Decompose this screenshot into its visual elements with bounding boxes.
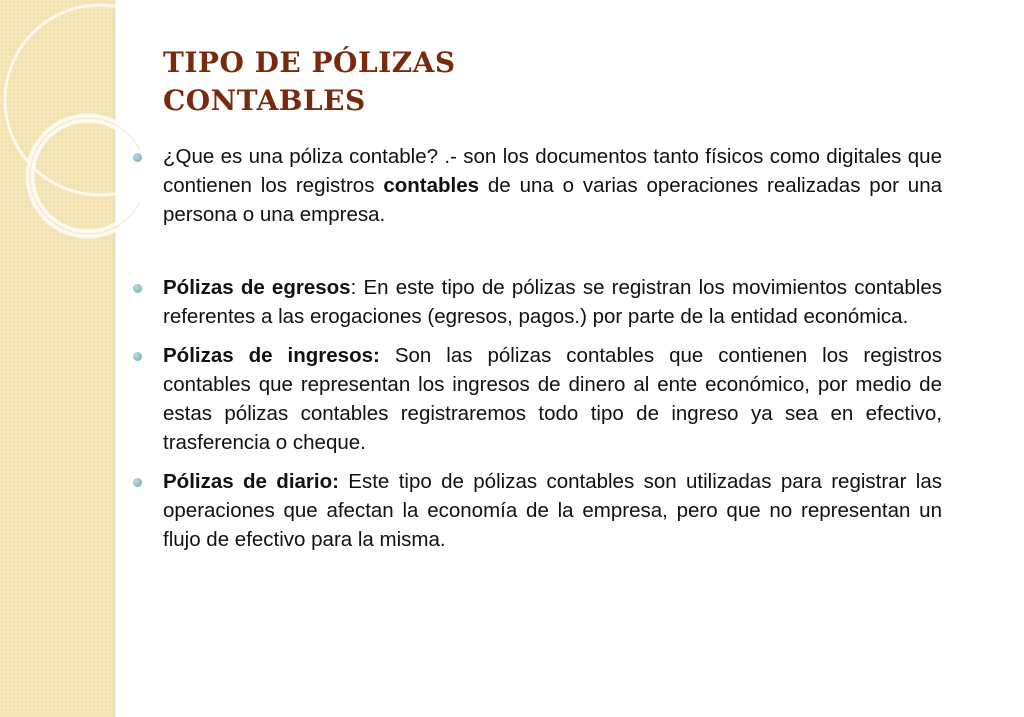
bullet-text-cont: de una o varias operaciones realizadas por una persona o una empresa. (163, 174, 943, 226)
bullet-term: Pólizas de diario: (163, 470, 339, 493)
bullet-list (131, 142, 942, 554)
bullet-dot-icon (133, 478, 142, 487)
bullet-text: Son las pólizas contables que contienen los registros contables que representan los ingresos de dinero al ente económico, por medio de estas pólizas contables registraremos todo tipo de ingreso ya sea en efectivo, trasferencia o cheque. (163, 344, 942, 454)
bullet-item-diario (131, 467, 942, 554)
bullet-dot-icon (133, 284, 142, 293)
bullet-item-ingresos (131, 341, 942, 457)
bullet-text: Este tipo de pólizas contables son utilizadas para registrar las operaciones que afectan la economía de la empresa, pero que no representan un flujo de efectivo para la misma. (163, 470, 942, 551)
slide-title (163, 44, 456, 120)
slide-title-line-2: CONTABLES (163, 84, 366, 117)
bullet-term: Pólizas de ingresos: (163, 344, 380, 367)
bullet-dot-icon (133, 153, 142, 162)
bullet-item-definition (131, 142, 942, 229)
bullet-bold-term: contables (383, 174, 480, 197)
decorative-circle-large (5, 5, 140, 195)
bullet-text: : En este tipo de pólizas se registran los movimientos contables referentes a las erogaciones (egresos, pagos.) por parte de la entidad económica. (163, 276, 942, 328)
decorative-circles (0, 0, 140, 260)
bullet-text: ¿Que es una póliza contable? .- son los documentos tanto físicos como digitales que contienen los registros (163, 145, 942, 197)
bullet-item-egresos (131, 273, 942, 331)
bullet-term: Pólizas de egresos (163, 276, 351, 299)
bullet-dot-icon (133, 352, 142, 361)
slide-title-line-1: TIPO DE PÓLIZAS (163, 46, 456, 79)
